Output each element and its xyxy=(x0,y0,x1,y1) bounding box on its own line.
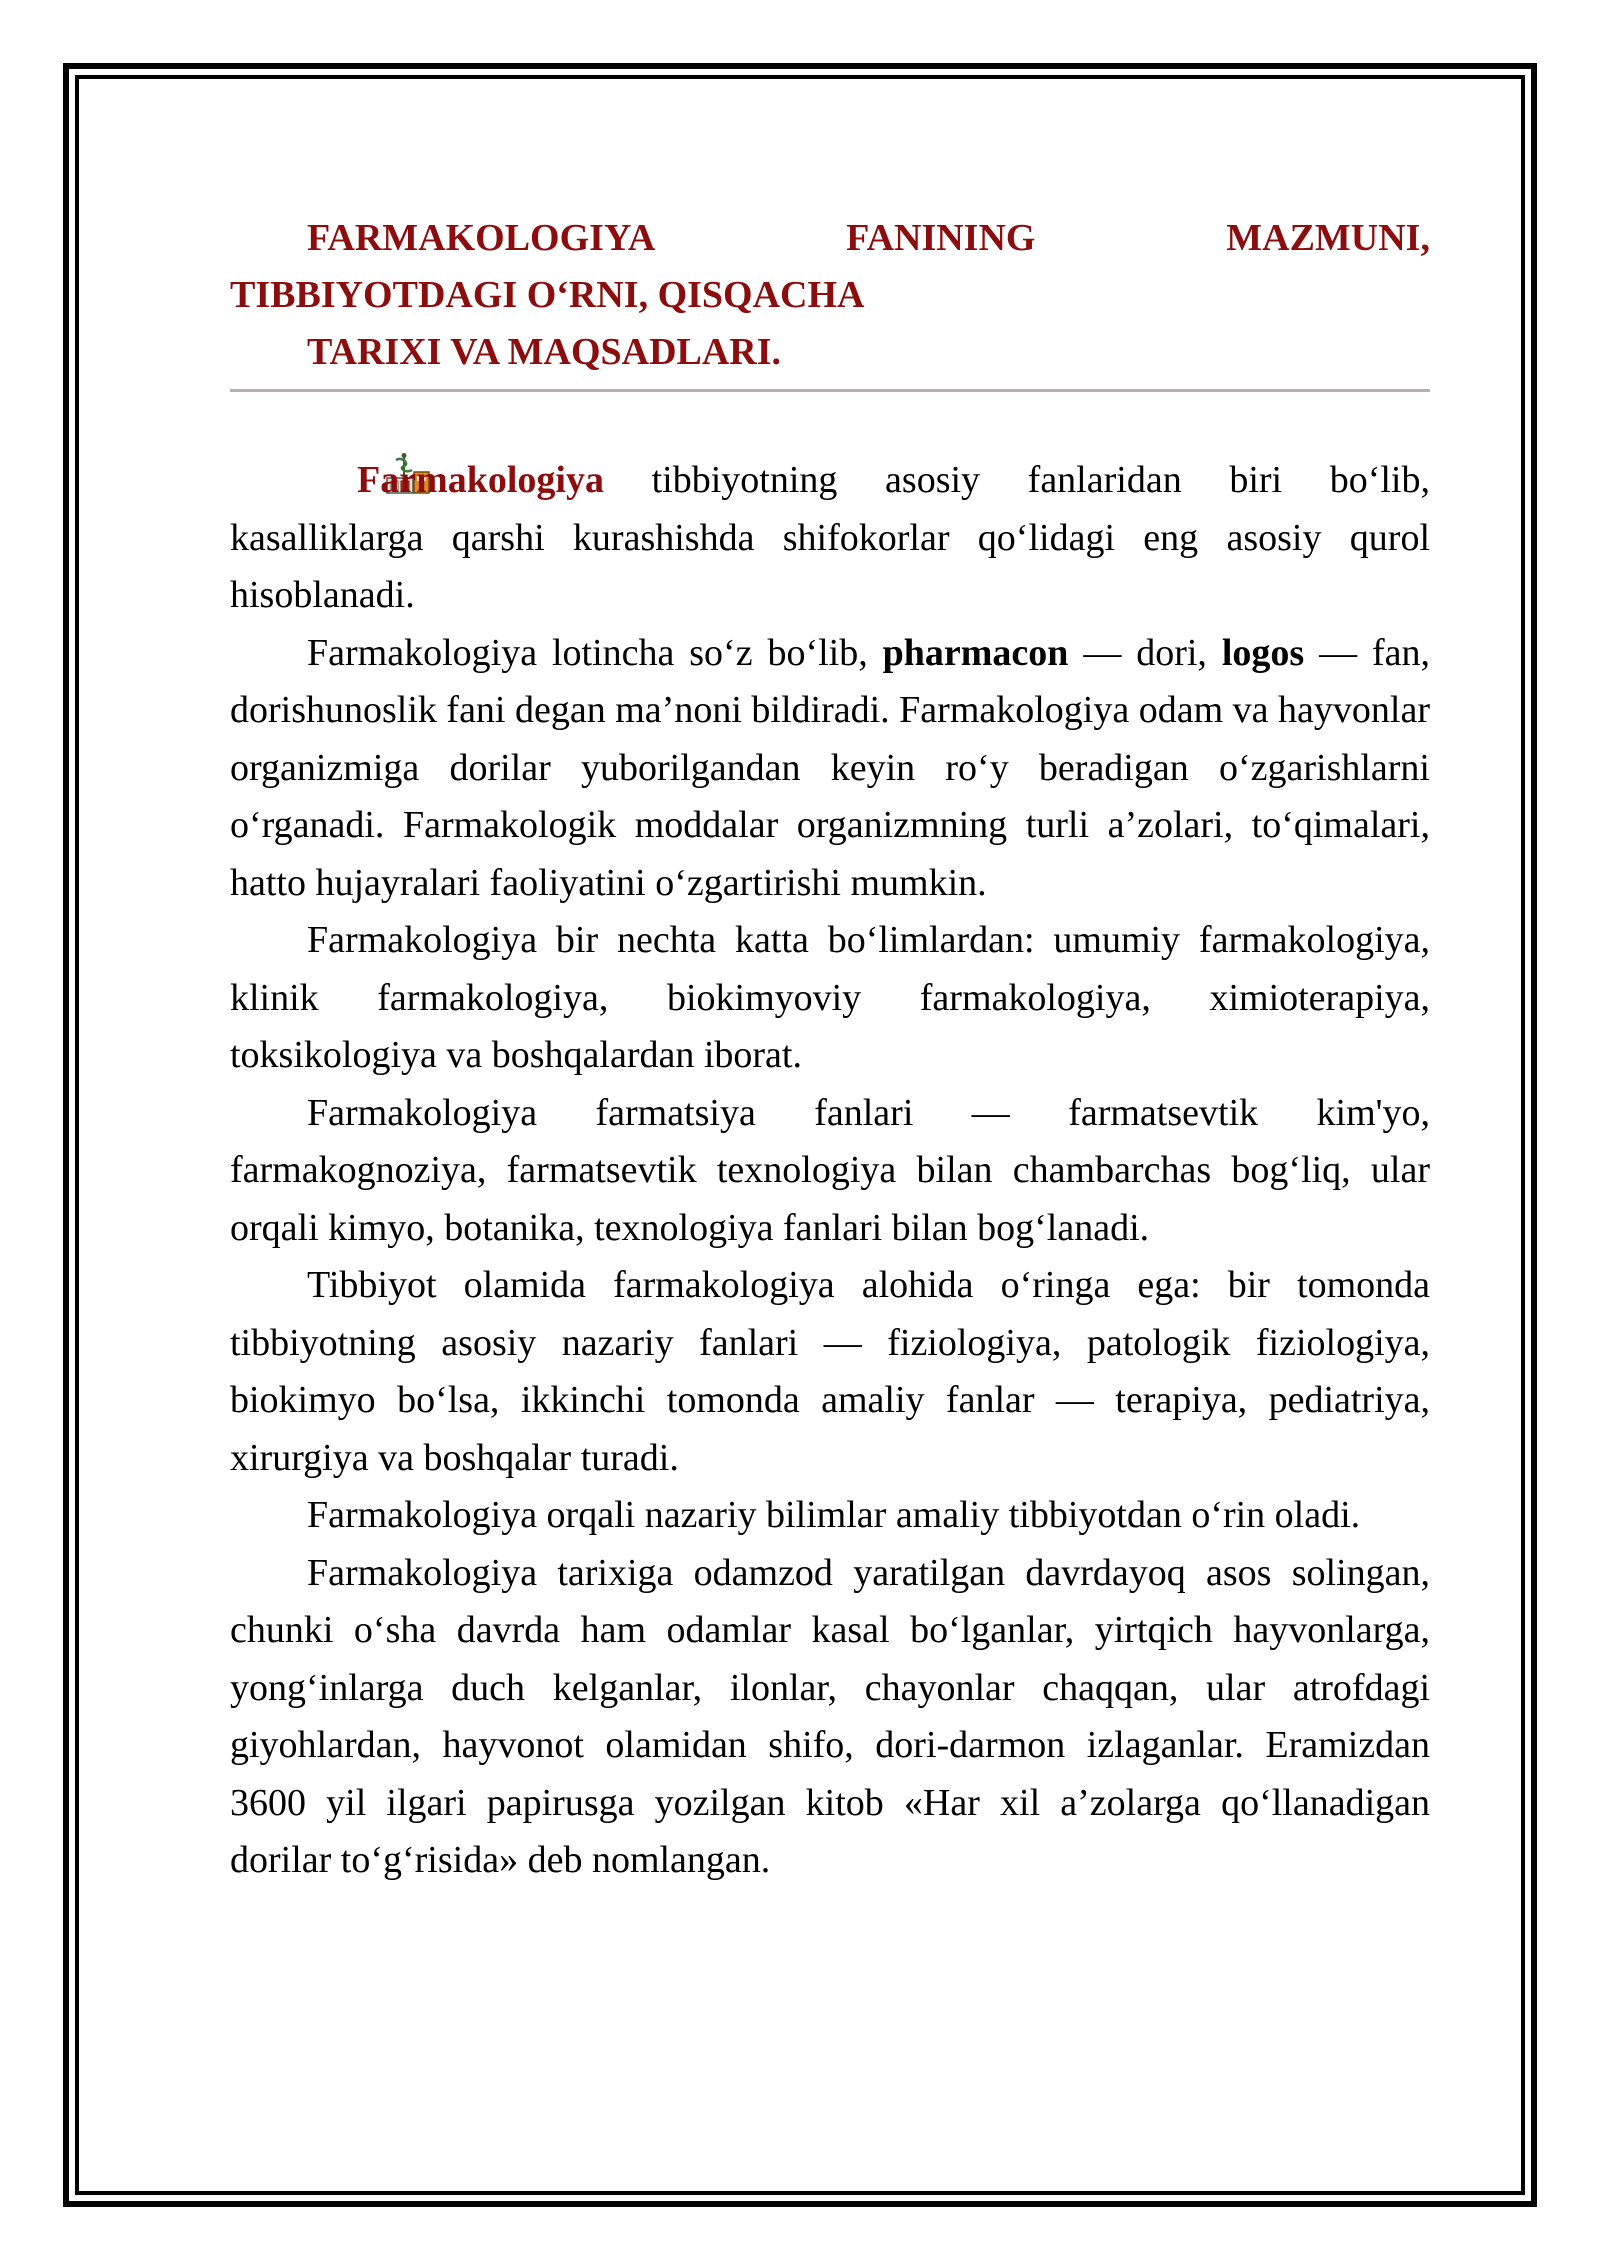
pharmacy-icon xyxy=(307,452,355,496)
bold-term-logos: logos xyxy=(1221,631,1305,674)
heading-word: FANINING xyxy=(846,217,1036,259)
heading-line-1 xyxy=(230,210,1430,267)
paragraph-text: Farmakologiya lotincha so‘z bo‘lib, xyxy=(307,631,883,674)
document-body xyxy=(230,210,1430,1890)
paragraph-text: — fan, dorishunoslik fani degan ma’noni bildiradi. Farmakologiya odam va hayvonlar organizmiga dorilar yuborilgandan keyin ro‘y beradigan o‘zgarishlarni o‘rganadi. Farmakologik moddalar organizmning turli a’zolari, to‘qimalari, hatto hujayralari faoliyatini o‘zgartirishi mumkin. xyxy=(230,631,1430,904)
heading-line-3: TARIXI VA MAQSADLARI. xyxy=(307,331,782,373)
paragraph-text: — dori, xyxy=(1068,631,1222,674)
paragraph-6: Farmakologiya orqali nazariy bilimlar amaliy tibbiyotdan o‘rin oladi. xyxy=(307,1494,1361,1536)
paragraph-3: Farmakologiya bir nechta katta bo‘limlardan: umumiy farmakologiya, klinik farmakologiya, biokimyoviy farmakologiya, ximioterapiya, toksikologiya va boshqalardan iborat. xyxy=(230,919,1430,1076)
heading-word: MAZMUNI, xyxy=(1226,217,1430,259)
paragraph-7: Farmakologiya tarixiga odamzod yaratilgan davrdayoq asos solingan, chunki o‘sha davrda ham odamlar kasal bo‘lganlar, yirtqich hayvonlarga, yong‘inlarga duch kelganlar, ilonlar, chayonlar chaqqan, ular atrofdagi giyohlardan, hayvonot olamidan shifo, dori-darmon izlaganlar. Eramizdan 3600 yil ilgari papirusga yozilgan kitob «Har xil a’zolarga qo‘llanadigan dorilar to‘g‘risida» deb nomlangan. xyxy=(230,1551,1430,1881)
paragraph-1 xyxy=(230,452,1430,625)
heading-word: FARMAKOLOGIYA xyxy=(307,217,656,259)
paragraph-5: Tibbiyot olamida farmakologiya alohida o‘ringa ega: bir tomonda tibbiyotning asosiy nazariy fanlari — fiziologiya, patologik fiziologiya, biokimyo bo‘lsa, ikkinchi tomonda amaliy fanlar — terapiya, pediatriya, xirurgiya va boshqalar turadi. xyxy=(230,1264,1430,1479)
paragraph-4: Farmakologiya farmatsiya fanlari — farmatsevtik kim'yo, farmakognoziya, farmatsevtik texnologiya bilan chambarchas bog‘liq, ular orqali kimyo, botanika, texnologiya fanlari bilan bog‘lanadi. xyxy=(230,1091,1430,1249)
paragraph-2 xyxy=(230,625,1430,913)
chapter-heading xyxy=(230,210,1430,381)
lead-term: Farmakologiya xyxy=(357,459,604,501)
paragraph-text: tibbiyotning asosiy fanlaridan biri bo‘lib, kasalliklarga qarshi kurashishda shifokorlar qo‘lidagi eng asosiy qurol hisoblanadi. xyxy=(230,459,1430,616)
heading-divider xyxy=(230,389,1430,392)
heading-line-2: TIBBIYOTDAGI O‘RNI, QISQACHA xyxy=(230,274,865,316)
bold-term-pharmacon: pharmacon xyxy=(882,631,1069,674)
